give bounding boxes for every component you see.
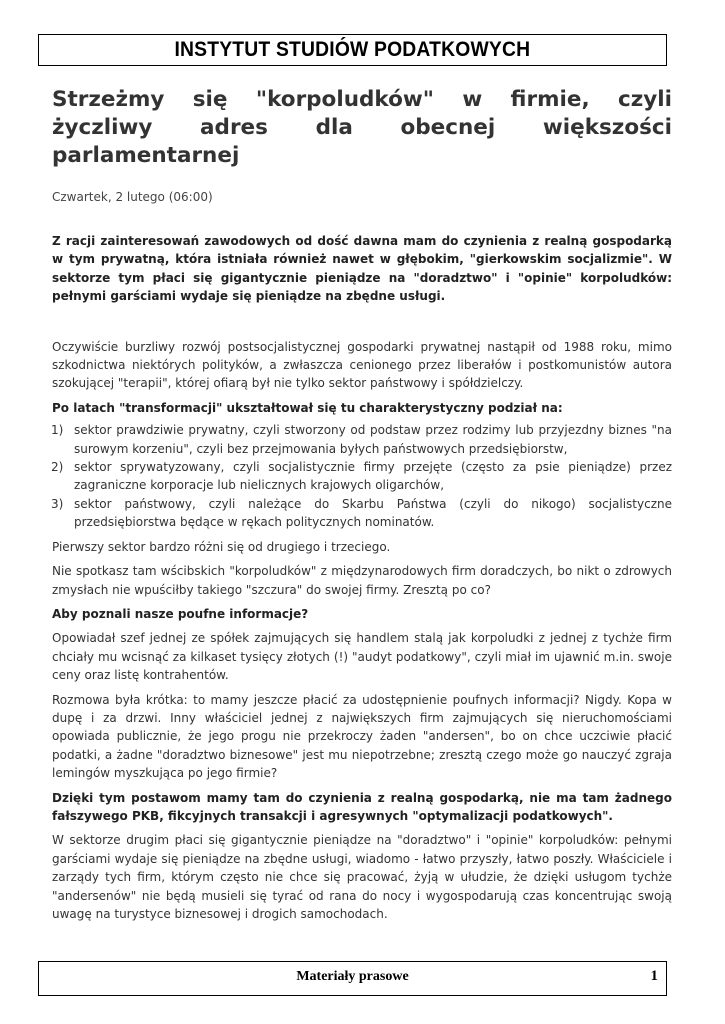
article-date: Czwartek, 2 lutego (06:00) <box>52 190 213 204</box>
paragraph-3: Pierwszy sektor bardzo różni się od drugiego i trzeciego. <box>52 539 391 554</box>
paragraph-2-bold: Po latach "transformacji" ukształtował się tu charakterystyczny podział na: <box>52 400 563 415</box>
footer-label: Materiały prasowe <box>296 969 409 984</box>
paragraph-5-bold: Aby poznali nasze poufne informacje? <box>52 606 309 621</box>
institute-name: INSTYTUT STUDIÓW PODATKOWYCH <box>174 38 531 61</box>
page-number: 1 <box>650 968 658 984</box>
list-number: 2) <box>51 460 64 475</box>
paragraph-1: Oczywiście burzliwy rozwój postsocjalistycznej gospodarki prywatnej nastąpił od 1988 roku, mimo szkodnictwa niektórych polityków, a zwłaszcza cenionego przez liberałów i postkomunistów autora szokującej "terapii", której ofiarą był nie tylko sektor państwowy i spółdzielczy. <box>52 339 672 391</box>
list-text: sektor sprywatyzowany, czyli socjalistycznie firmy przejęte (często za psie pieniądze) przez zagraniczne korporacje lub nielicznych krajowych oligarchów, <box>74 460 672 493</box>
list-item <box>52 421 672 458</box>
paragraph-6: Opowiadał szef jednej ze spółek zajmujących się handlem stalą jak korpoludki z jednej z tychże firm chciały mu wcisnąć za kilkaset tysięcy złotych (!) "audyt podatkowy", czyli miał im ujawnić m.in. swoje ceny oraz listę kontrahentów. <box>52 631 672 683</box>
article <box>52 86 672 923</box>
paragraph-7: Rozmowa była krótka: to mamy jeszcze płacić za udostępnienie poufnych informacji? Nigdy. Kopa w dupę i za drzwi. Inny właściciel jednej z największych firm zajmujących się nieruchomościami opowiada publicznie, że jego progu nie przekroczy żaden "andersen", bo on chce uczciwie płacić podatki, a żadne "doradztwo biznesowe" jest mu niepotrzebne; zresztą czego może go nauczyć zgraja lemingów myszkująca po jego firmie? <box>52 692 672 781</box>
footer-banner <box>38 961 667 996</box>
paragraph-9: W sektorze drugim płaci się gigantycznie pieniądze na "doradztwo" i "opinie" korpoludków: pełnymi garściami wydaje się pieniądze na zbędne usługi, wiadomo - łatwo przyszły, łatwo poszły. Właściciele i zarządy tych firm, którym często nie chce się pracować, żyją w ułudzie, że dzięki usługom tychże "andersenów" nie będą musieli się tyrać od rana do nocy i wygospodarują czas koncentrując swoją uwagę na turystyce biznesowej i drogich samochodach. <box>52 833 672 921</box>
list-text: sektor prawdziwie prywatny, czyli stworzony od podstaw przez rodzimy lub przyjezdny biznes "na surowym korzeniu", czyli bez przejmowania byłych państwowych przedsiębiorstw, <box>74 423 672 456</box>
paragraph-4: Nie spotkasz tam wścibskich "korpoludków" z międzynarodowych firm doradczych, bo nikt o zdrowych zmysłach nie wpuściłby takiego "szczura" do swojej firmy. Zresztą po co? <box>52 564 672 597</box>
list-number: 1) <box>51 423 64 438</box>
list-item <box>52 495 672 532</box>
list-item <box>52 458 672 495</box>
article-lead: Z racji zainteresowań zawodowych od dość dawna mam do czynienia z realną gospodarką w tym prywatną, która istniała również nawet w głębokim, "gierkowskim socjalizmie". W sektorze tym płaci się gigantycznie pieniądze na "doradztwo" i "opinie" korpoludków: pełnymi garściami wydaje się pieniądze na zbędne usługi. <box>52 234 672 304</box>
sector-list <box>52 421 672 531</box>
paragraph-8-bold: Dzięki tym postawom mamy tam do czynienia z realną gospodarką, nie ma tam żadnego fałszywego PKB, fikcyjnych transakcji i agresywnych "optymalizacji podatkowych". <box>52 790 672 823</box>
header-banner <box>38 34 667 66</box>
list-text: sektor państwowy, czyli należące do Skarbu Państwa (czyli do nikogo) socjalistyczne przedsiębiorstwa będące w rękach politycznych nominatów. <box>74 496 672 530</box>
article-title: Strzeżmy się "korpoludków" w firmie, czyli życzliwy adres dla obecnej większości parlamentarnej <box>52 87 672 168</box>
list-number: 3) <box>51 496 64 511</box>
